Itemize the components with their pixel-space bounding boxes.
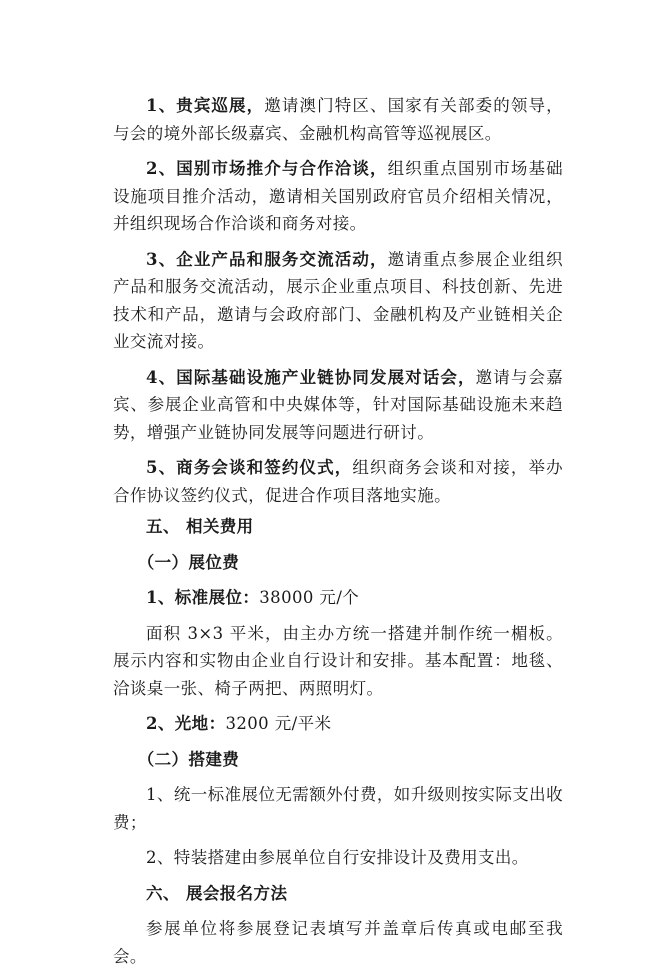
construction-item-1: 1、统一标准展位无需额外付费，如升级则按实际支出收费； <box>113 785 563 832</box>
raw-space-price: 3200 元/平米 <box>225 714 332 733</box>
activity-item-5 <box>113 454 563 509</box>
document-body <box>113 92 563 978</box>
section-heading-registration: 六、 展会报名方法 <box>146 883 288 903</box>
raw-space-label: 2、光地： <box>146 714 226 733</box>
activity-title: 3、企业产品和服务交流活动， <box>146 249 388 269</box>
activity-title: 1、贵宾巡展， <box>146 96 265 115</box>
activity-title: 5、商务会谈和签约仪式， <box>146 458 353 477</box>
standard-booth-line <box>113 584 563 612</box>
activity-item-2 <box>113 155 563 238</box>
activity-title: 4、国际基础设施产业链协同发展对话会， <box>146 367 476 387</box>
activity-text: 邀请与会嘉宾、参展企业高管和中央媒体等，针对国际基础设施未来趋势，增强产业链协同发展等问题进行研讨。 <box>113 367 563 442</box>
standard-booth-price: 38000 元/个 <box>259 588 360 607</box>
activity-text: 组织商务会谈和对接，举办合作协议签约仪式，促进合作项目落地实施。 <box>113 458 563 505</box>
activity-item-3 <box>113 246 563 356</box>
subheading-booth-fee: （一）展位费 <box>137 552 240 572</box>
activity-item-4 <box>113 364 563 447</box>
standard-booth-label: 1、标准展位： <box>146 588 260 607</box>
section-heading-fees: 五、 相关费用 <box>146 517 254 536</box>
activity-title: 2、国别市场推介与合作洽谈， <box>146 159 388 178</box>
activity-text: 邀请澳门特区、国家有关部委的领导，与会的境外部长级嘉宾、金融机构高管等巡视展区。 <box>113 96 563 143</box>
raw-space-line <box>113 710 563 738</box>
construction-item-2: 2、特装搭建由参展单位自行安排设计及费用支出。 <box>146 848 529 867</box>
activity-text: 邀请重点参展企业组织产品和服务交流活动，展示企业重点项目、科技创新、先进技术和产品，邀请与会政府部门、金融机构及产业链相关企业交流对接。 <box>113 249 563 351</box>
activity-item-1 <box>113 92 563 147</box>
registration-text: 参展单位将参展登记表填写并盖章后传真或电邮至我会。 <box>113 919 563 966</box>
subheading-construction-fee: （二）搭建费 <box>137 749 240 769</box>
standard-booth-description: 面积 3×3 平米，由主办方统一搭建并制作统一楣板。展示内容和实物由企业自行设计和安排。基本配置：地毯、洽谈桌一张、椅子两把、两照明灯。 <box>113 623 563 698</box>
activity-text: 组织重点国别市场基础设施项目推介活动，邀请相关国别政府官员介绍相关情况，并组织现场合作洽谈和商务对接。 <box>113 159 563 233</box>
